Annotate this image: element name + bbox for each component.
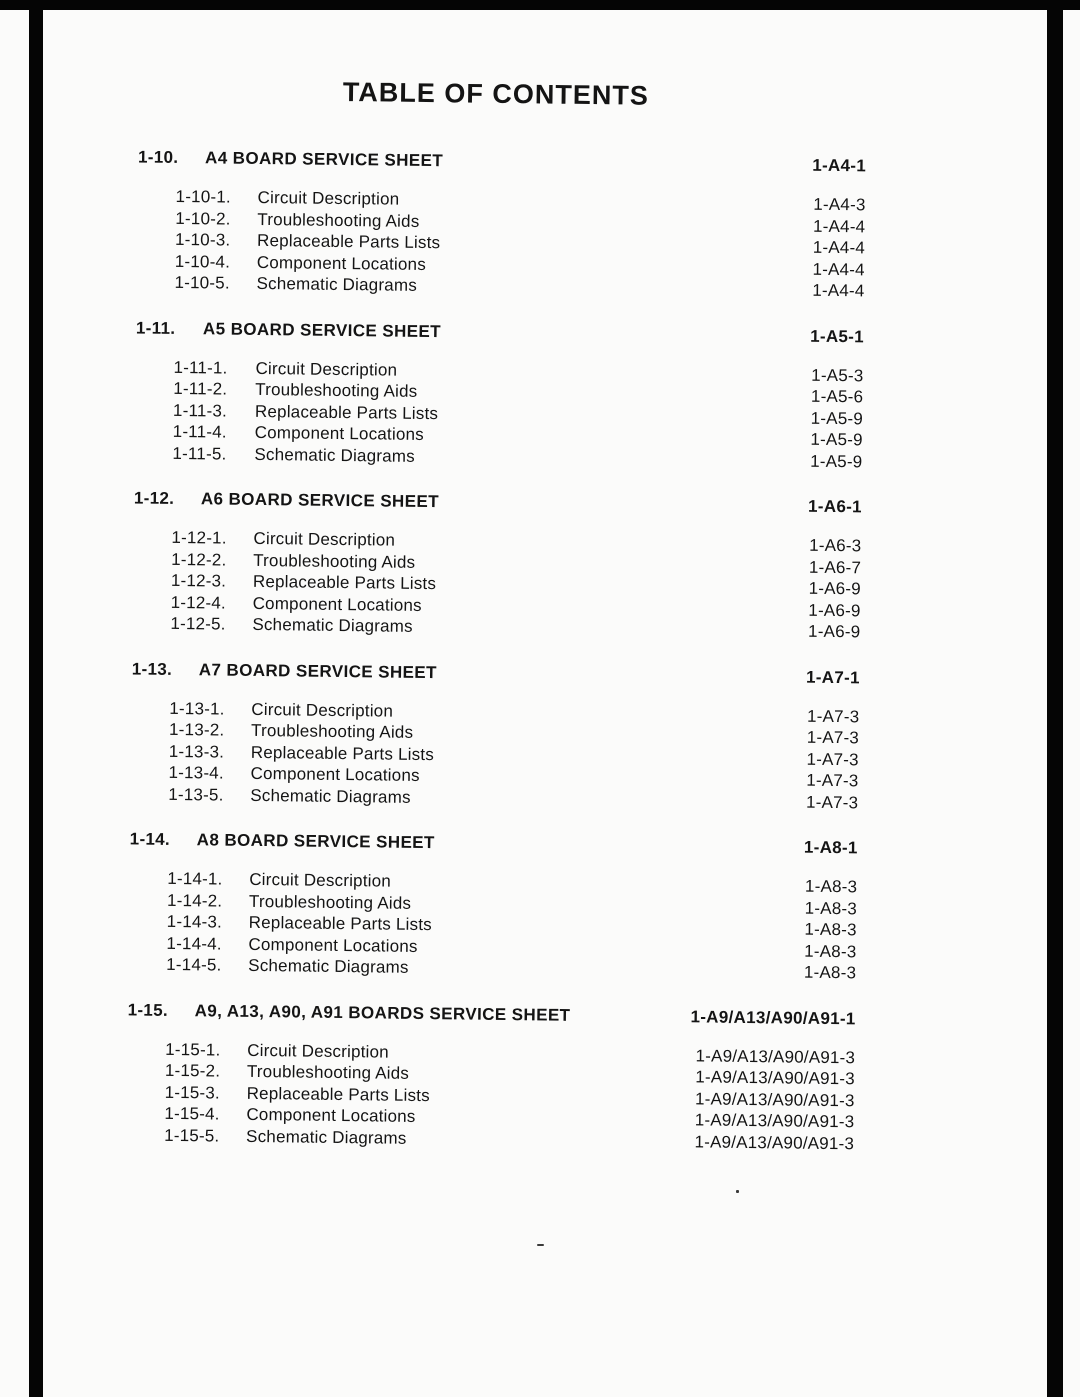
item-number: 1-14-4. [166,933,222,954]
section-page-number: 1-A9/A13/A90/A91-1 [690,1006,856,1028]
item-page-number: 1-A6-3 [809,535,862,556]
item-page-number: 1-A5-9 [810,429,863,450]
item-number: 1-13-1. [169,698,225,719]
item-title: Schematic Diagrams [248,955,409,977]
section-items [0,526,862,644]
item-title: Troubleshooting Aids [253,550,416,572]
item-number: 1-10-5. [174,272,230,293]
item-number: 1-12-2. [171,549,227,570]
section-page-number: 1-A8-1 [803,837,858,858]
item-title: Troubleshooting Aids [250,720,414,742]
section-row [0,828,858,861]
item-number: 1-12-1. [171,527,227,548]
item-title: Circuit Description [251,699,394,721]
item-page-number: 1-A4-4 [812,216,866,236]
item-page-number: 1-A6-7 [808,557,862,577]
item-page-number: 1-A8-3 [803,962,857,983]
section-number: 1-12. [133,488,175,508]
section-row [0,487,862,520]
item-number: 1-14-1. [167,868,223,889]
item-title: Circuit Description [249,869,392,891]
item-number: 1-13-5. [168,784,224,805]
item-page-number: 1-A7-3 [806,749,859,769]
section-title: A6 BOARD SERVICE SHEET [200,489,440,512]
item-title: Component Locations [252,593,422,615]
item-title: Replaceable Parts Lists [252,571,437,594]
item-title: Troubleshooting Aids [257,209,420,231]
section-items [0,185,866,303]
section-title: A5 BOARD SERVICE SHEET [202,318,442,341]
item-title: Replaceable Parts Lists [246,1083,430,1105]
item-title: Replaceable Parts Lists [256,230,441,253]
item-page-number: 1-A9/A13/A90/A91-3 [695,1045,856,1067]
item-number: 1-15-5. [164,1125,220,1146]
item-title: Component Locations [248,934,418,956]
item-page-number: 1-A8-3 [804,898,858,918]
section-number: 1-14. [129,829,171,849]
item-page-number: 1-A9/A13/A90/A91-3 [695,1067,855,1089]
item-page-number: 1-A4-3 [813,194,866,215]
item-title: Replaceable Parts Lists [254,401,439,423]
section-items [0,1037,855,1155]
item-number: 1-10-4. [174,251,231,272]
item-number: 1-13-2. [168,719,225,740]
item-title: Schematic Diagrams [250,785,411,807]
item-number: 1-12-5. [170,613,226,634]
item-number: 1-15-4. [164,1103,220,1124]
section-title: A7 BOARD SERVICE SHEET [198,659,437,682]
toc-section [0,316,864,473]
item-title: Component Locations [246,1104,416,1126]
item-number: 1-10-3. [174,229,231,250]
item-title: Circuit Description [247,1040,390,1062]
item-page-number: 1-A6-9 [808,578,861,599]
toc-section [0,828,858,985]
item-title: Circuit Description [255,358,398,380]
item-number: 1-14-2. [166,890,223,911]
section-number: 1-15. [127,999,169,1020]
section-items [0,696,859,814]
section-items [0,867,857,985]
item-page-number: 1-A5-9 [810,451,863,471]
item-title: Troubleshooting Aids [246,1061,410,1083]
item-page-number: 1-A8-3 [804,919,857,940]
item-page-number: 1-A6-9 [807,621,861,642]
item-title: Circuit Description [257,187,400,209]
item-title: Troubleshooting Aids [248,891,412,913]
item-title: Replaceable Parts Lists [250,742,435,764]
item-page-number: 1-A7-3 [806,770,859,791]
item-number: 1-10-2. [175,208,231,229]
toc-section [0,487,862,644]
item-page-number: 1-A7-3 [806,727,860,748]
page-title: TABLE OF CONTENTS [342,77,650,111]
item-number: 1-14-5. [166,954,222,975]
item-number: 1-15-1. [165,1039,221,1060]
section-page-number: 1-A7-1 [805,667,860,687]
item-number: 1-15-2. [164,1060,221,1081]
item-title: Schematic Diagrams [246,1126,407,1148]
item-title: Component Locations [254,422,425,444]
section-row [0,998,856,1031]
section-row [0,657,860,690]
item-number: 1-15-3. [164,1082,221,1103]
section-number: 1-10. [137,147,179,167]
item-page-number: 1-A9/A13/A90/A91-3 [694,1088,855,1110]
item-number: 1-13-4. [168,762,224,783]
section-page-number: 1-A4-1 [812,155,867,176]
item-page-number: 1-A9/A13/A90/A91-3 [694,1110,855,1132]
section-title: A9, A13, A90, A91 BOARDS SERVICE SHEET [194,1000,571,1025]
item-number: 1-11-3. [172,400,228,421]
item-page-number: 1-A9/A13/A90/A91-3 [694,1131,855,1153]
item-number: 1-11-5. [172,443,227,464]
item-page-number: 1-A5-3 [811,365,864,385]
item-page-number: 1-A7-3 [805,792,859,812]
section-page-number: 1-A6-1 [807,496,862,517]
item-title: Circuit Description [253,528,396,550]
item-number: 1-11-4. [172,421,227,442]
section-number: 1-11. [135,317,176,338]
item-number: 1-11-1. [173,357,228,378]
item-title: Component Locations [256,252,427,274]
item-title: Schematic Diagrams [252,614,413,636]
toc-section [0,146,866,303]
item-number: 1-14-3. [166,911,223,932]
item-title: Replaceable Parts Lists [248,912,433,935]
section-title: A8 BOARD SERVICE SHEET [196,830,435,853]
item-number: 1-12-4. [170,592,227,613]
section-row [0,146,866,179]
item-number: 1-10-1. [175,186,231,207]
toc-section [0,998,856,1155]
item-title: Troubleshooting Aids [255,379,418,401]
section-row [0,316,864,349]
item-page-number: 1-A6-9 [808,600,861,620]
item-title: Schematic Diagrams [254,444,416,466]
item-page-number: 1-A4-4 [812,259,865,279]
item-number: 1-11-2. [173,378,228,399]
item-page-number: 1-A5-9 [810,408,864,428]
section-items [0,355,864,473]
item-page-number: 1-A4-4 [812,237,866,258]
item-page-number: 1-A7-3 [806,706,860,726]
item-title: Component Locations [250,763,420,785]
item-page-number: 1-A4-4 [812,280,865,301]
section-page-number: 1-A5-1 [810,326,865,346]
item-page-number: 1-A8-3 [804,941,857,961]
item-title: Schematic Diagrams [256,273,418,295]
toc-sections [0,146,866,1180]
toc-section [0,657,860,814]
item-number: 1-12-3. [170,570,227,591]
section-number: 1-13. [131,658,173,679]
item-number: 1-13-3. [168,741,225,762]
item-page-number: 1-A5-6 [810,386,864,407]
item-page-number: 1-A8-3 [804,876,858,897]
section-title: A4 BOARD SERVICE SHEET [204,148,444,171]
